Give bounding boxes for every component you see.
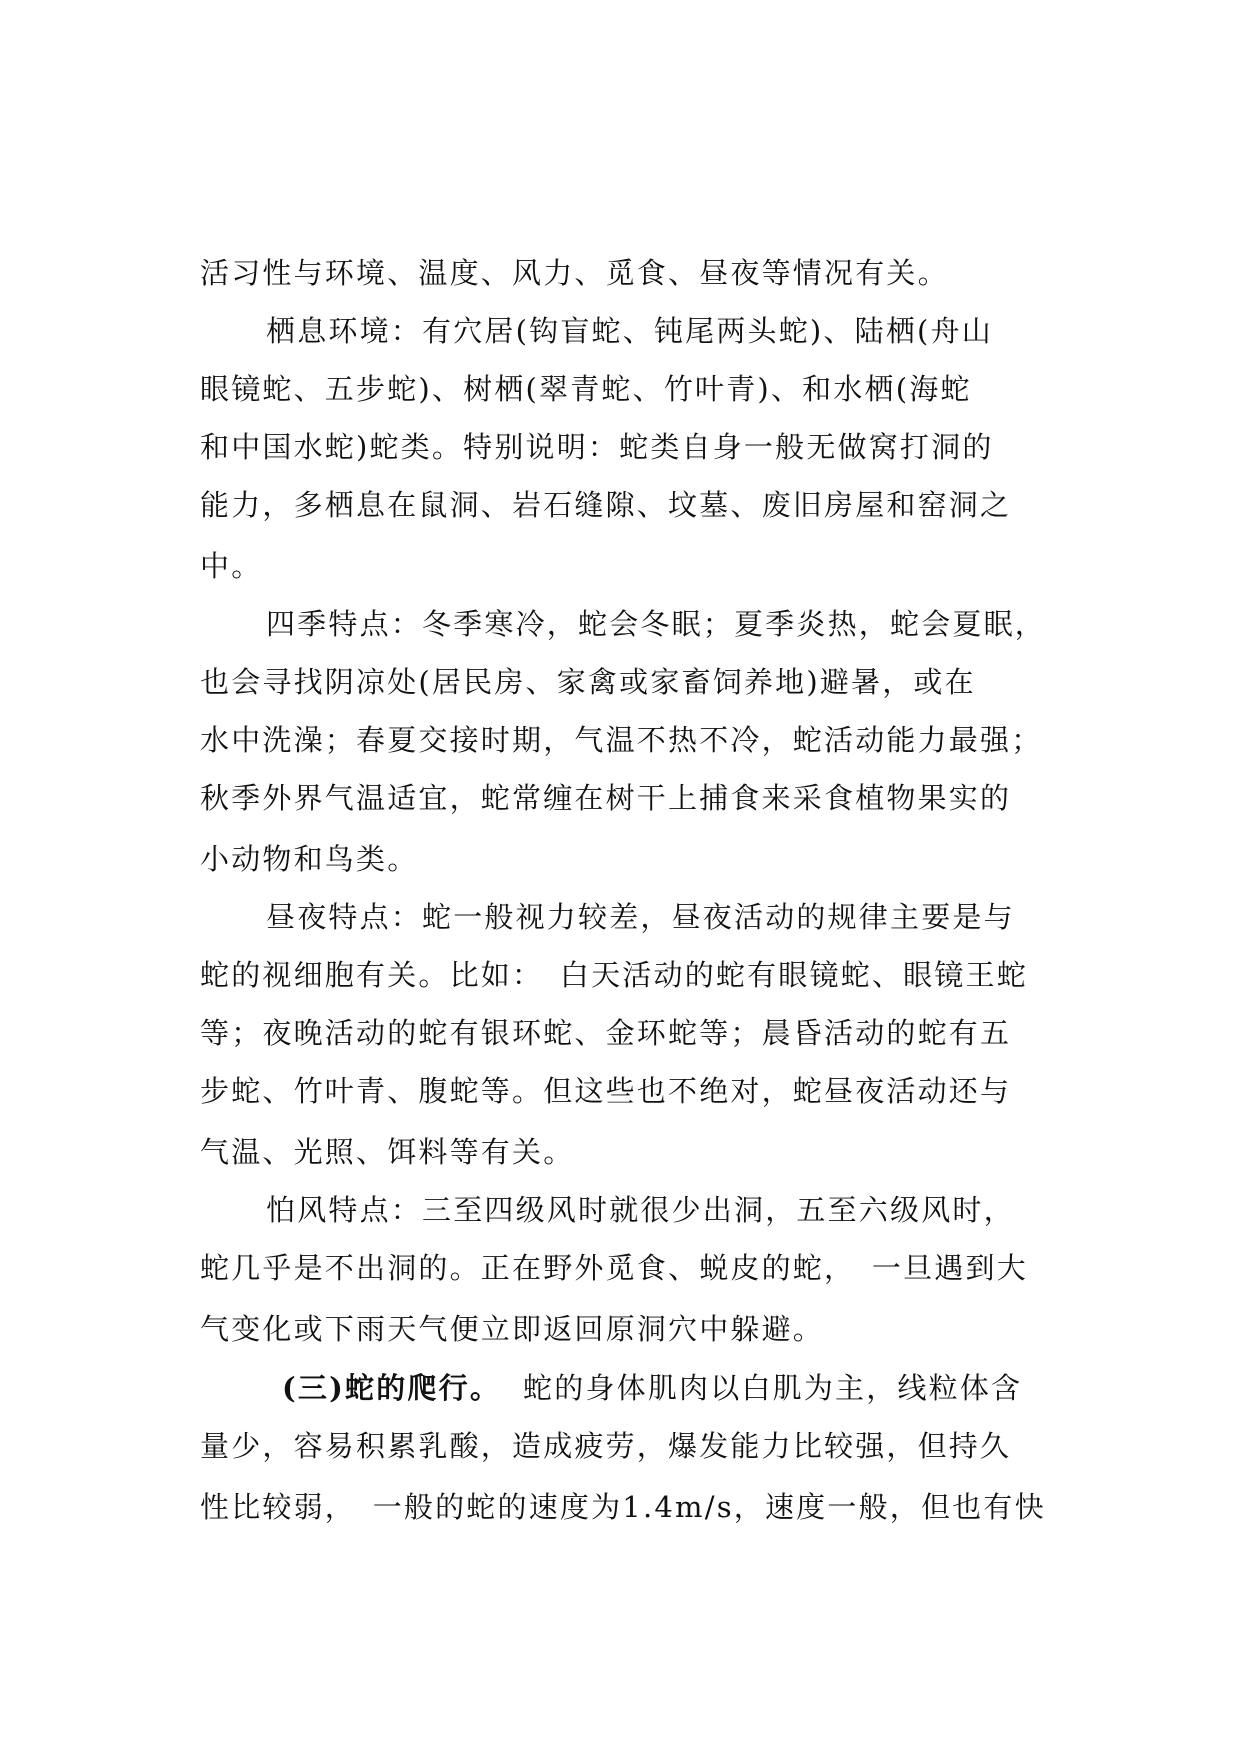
paragraph-line: 蛇几乎是不出洞的。正在野外觅食、蜕皮的蛇， 一旦遇到大 xyxy=(200,1251,1028,1285)
paragraph-line: 四季特点：冬季寒冷，蛇会冬眠；夏季炎热，蛇会夏眠， xyxy=(266,607,1047,641)
paragraph-line: 能力，多栖息在鼠洞、岩石缝隙、坟墓、废旧房屋和窑洞之 xyxy=(200,488,1012,522)
paragraph-line: 等；夜晚活动的蛇有银环蛇、金环蛇等；晨昏活动的蛇有五 xyxy=(200,1016,1012,1050)
paragraph-line: 栖息环境：有穴居(钩盲蛇、钝尾两头蛇)、陆栖(舟山 xyxy=(266,314,993,348)
paragraph-line: 小动物和鸟类。 xyxy=(200,842,419,876)
paragraph-line: 蛇的身体肌肉以白肌为主，线粒体含 xyxy=(523,1371,1023,1405)
paragraph-line: 活习性与环境、温度、风力、觅食、昼夜等情况有关。 xyxy=(200,256,949,290)
paragraph-line: 气温、光照、饵料等有关。 xyxy=(200,1135,575,1169)
section-heading-line xyxy=(282,1368,1022,1408)
paragraph-line: 眼镜蛇、五步蛇)、树栖(翠青蛇、竹叶青)、和水栖(海蛇 xyxy=(200,372,972,406)
paragraph-line: 水中洗澡；春夏交接时期，气温不热不冷，蛇活动能力最强； xyxy=(200,723,1043,757)
paragraph-line: 昼夜特点：蛇一般视力较差，昼夜活动的规律主要是与 xyxy=(266,900,1015,934)
paragraph-line: 怕风特点：三至四级风时就很少出洞，五至六级风时， xyxy=(266,1193,1015,1227)
paragraph-line: 性比较弱， 一般的蛇的速度为1.4m/s，速度一般，但也有快 xyxy=(200,1490,1046,1524)
paragraph-line: 秋季外界气温适宜，蛇常缠在树干上捕食来采食植物果实的 xyxy=(200,781,1012,815)
paragraph-line: 步蛇、竹叶青、腹蛇等。但这些也不绝对，蛇昼夜活动还与 xyxy=(200,1074,1012,1108)
paragraph-line: 气变化或下雨天气便立即返回原洞穴中躲避。 xyxy=(200,1312,825,1346)
paragraph-line: 和中国水蛇)蛇类。特别说明：蛇类自身一般无做窝打洞的 xyxy=(200,430,994,464)
paragraph-line: 中。 xyxy=(200,549,263,583)
paragraph-line: 蛇的视细胞有关。比如： 白天活动的蛇有眼镜蛇、眼镜王蛇 xyxy=(200,958,1028,992)
paragraph-line: 也会寻找阴凉处(居民房、家禽或家畜饲养地)避暑，或在 xyxy=(200,665,976,699)
paragraph-line: 量少，容易积累乳酸，造成疲劳，爆发能力比较强，但持久 xyxy=(200,1429,1012,1463)
section-heading: (三)蛇的爬行。 xyxy=(282,1371,502,1405)
